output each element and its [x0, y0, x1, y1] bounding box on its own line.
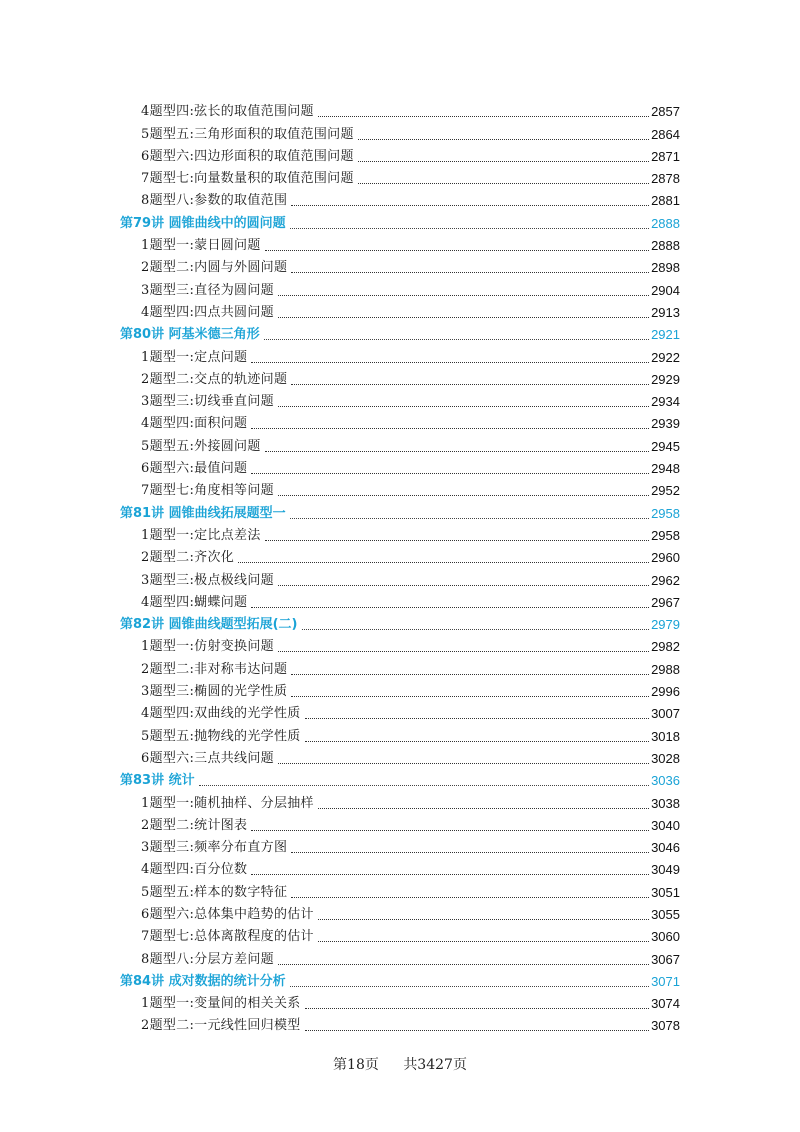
toc-entry[interactable]: [141, 702, 680, 724]
toc-entry-title: 6题型六:三点共线问题: [141, 750, 274, 766]
dot-leader: [278, 406, 649, 407]
toc-page-number: 2945: [651, 438, 680, 454]
toc-entry-title: 7题型七:角度相等问题: [141, 483, 274, 499]
table-of-contents: [0, 100, 800, 1036]
toc-page-number: 2871: [651, 148, 680, 164]
toc-section-title: 第81讲 圆锥曲线拓展题型一: [120, 505, 286, 521]
dot-leader: [278, 495, 649, 496]
dot-leader: [265, 250, 649, 251]
toc-entry-title: 4题型四:百分位数: [141, 862, 248, 878]
toc-page-number: 2960: [651, 550, 680, 566]
toc-entry[interactable]: [141, 368, 680, 390]
dot-leader: [291, 852, 649, 853]
toc-section-heading[interactable]: [120, 211, 680, 233]
toc-entry[interactable]: [141, 479, 680, 501]
toc-page-number: 3051: [651, 884, 680, 900]
toc-entry[interactable]: [141, 591, 680, 613]
toc-entry[interactable]: [141, 680, 680, 702]
toc-section-heading[interactable]: [120, 501, 680, 523]
dot-leader: [278, 585, 649, 586]
total-page-count: 共3427页: [403, 1057, 467, 1073]
toc-entry[interactable]: [141, 635, 680, 657]
page-footer: [0, 1054, 800, 1074]
dot-leader: [318, 919, 649, 920]
toc-page-number: 2922: [651, 349, 680, 365]
toc-entry-title: 5题型五:外接圆问题: [141, 438, 261, 454]
toc-entry-title: 2题型二:统计图表: [141, 817, 248, 833]
dot-leader: [264, 339, 649, 340]
dot-leader: [290, 228, 649, 229]
toc-entry-title: 4题型四:面积问题: [141, 416, 248, 432]
toc-entry[interactable]: [141, 858, 680, 880]
dot-leader: [278, 964, 649, 965]
toc-entry[interactable]: [141, 836, 680, 858]
dot-leader: [358, 183, 649, 184]
dot-leader: [305, 741, 650, 742]
toc-entry[interactable]: [141, 278, 680, 300]
toc-entry-title: 2题型二:非对称韦达问题: [141, 661, 288, 677]
dot-leader: [302, 629, 650, 630]
toc-page-number: 3018: [651, 728, 680, 744]
dot-leader: [251, 874, 649, 875]
toc-entry[interactable]: [141, 167, 680, 189]
dot-leader: [305, 718, 650, 719]
toc-page-number: 2857: [651, 104, 680, 120]
toc-entry[interactable]: [141, 992, 680, 1014]
toc-entry-title: 7题型七:向量数量积的取值范围问题: [141, 171, 354, 187]
toc-entry-title: 6题型六:最值问题: [141, 461, 248, 477]
toc-page-number: 2948: [651, 461, 680, 477]
toc-entry-title: 7题型七:总体离散程度的估计: [141, 929, 314, 945]
toc-entry[interactable]: [141, 524, 680, 546]
toc-entry[interactable]: [141, 546, 680, 568]
toc-page-number: 3007: [651, 706, 680, 722]
toc-entry[interactable]: [141, 814, 680, 836]
toc-entry-title: 1题型一:定比点差法: [141, 527, 261, 543]
toc-entry[interactable]: [141, 345, 680, 367]
toc-entry[interactable]: [141, 390, 680, 412]
toc-section-title: 第82讲 圆锥曲线题型拓展(二): [120, 617, 298, 633]
toc-entry[interactable]: [141, 925, 680, 947]
current-page-number: 第18页: [333, 1057, 379, 1073]
dot-leader: [251, 607, 649, 608]
toc-entry-title: 5题型五:抛物线的光学性质: [141, 728, 301, 744]
toc-page-number: 2898: [651, 260, 680, 276]
toc-page-number: 2878: [651, 171, 680, 187]
toc-page-number: 3046: [651, 840, 680, 856]
toc-page-number: 2962: [651, 572, 680, 588]
toc-entry-title: 2题型二:齐次化: [141, 550, 235, 566]
toc-entry[interactable]: [141, 747, 680, 769]
toc-entry[interactable]: [141, 1014, 680, 1036]
toc-page-number: 3038: [651, 795, 680, 811]
dot-leader: [318, 941, 649, 942]
toc-entry-title: 4题型四:弦长的取值范围问题: [141, 104, 314, 120]
toc-entry[interactable]: [141, 256, 680, 278]
toc-entry[interactable]: [141, 903, 680, 925]
dot-leader: [291, 897, 649, 898]
dot-leader: [291, 272, 649, 273]
toc-entry-title: 8题型八:分层方差问题: [141, 951, 274, 967]
toc-page-number: 3060: [651, 929, 680, 945]
toc-entry[interactable]: [141, 791, 680, 813]
dot-leader: [278, 763, 649, 764]
toc-entry-title: 3题型三:频率分布直方图: [141, 840, 288, 856]
toc-page-number: 2958: [651, 527, 680, 543]
toc-page-number: 2888: [651, 238, 680, 254]
toc-page-number: 2967: [651, 594, 680, 610]
toc-entry-title: 3题型三:切线垂直问题: [141, 394, 274, 410]
dot-leader: [278, 317, 649, 318]
toc-entry-title: 2题型二:交点的轨迹问题: [141, 371, 288, 387]
toc-entry[interactable]: [141, 301, 680, 323]
dot-leader: [358, 139, 649, 140]
toc-section-heading[interactable]: [120, 323, 680, 345]
toc-page-number: 3055: [651, 906, 680, 922]
dot-leader: [251, 830, 649, 831]
toc-page-number: 3049: [651, 862, 680, 878]
dot-leader: [305, 1030, 650, 1031]
dot-leader: [318, 808, 649, 809]
toc-page-number: 3078: [651, 1018, 680, 1034]
toc-page-number: 2929: [651, 371, 680, 387]
toc-entry-title: 1题型一:随机抽样、分层抽样: [141, 795, 314, 811]
toc-page-number: 3067: [651, 951, 680, 967]
toc-page-number: 2934: [651, 394, 680, 410]
toc-page-number: 3074: [651, 996, 680, 1012]
toc-page-number: 3028: [651, 750, 680, 766]
toc-entry-title: 5题型五:三角形面积的取值范围问题: [141, 126, 354, 142]
toc-page-number: 3036: [651, 773, 680, 789]
toc-entry[interactable]: [141, 234, 680, 256]
dot-leader: [318, 116, 649, 117]
dot-leader: [238, 562, 649, 563]
toc-page-number: 2939: [651, 416, 680, 432]
toc-entry-title: 6题型六:四边形面积的取值范围问题: [141, 148, 354, 164]
dot-leader: [278, 651, 649, 652]
toc-entry-title: 4题型四:蝴蝶问题: [141, 594, 248, 610]
toc-page-number: 2921: [651, 327, 680, 343]
dot-leader: [251, 362, 649, 363]
toc-section-heading[interactable]: [120, 769, 680, 791]
toc-entry[interactable]: [141, 657, 680, 679]
toc-section-title: 第84讲 成对数据的统计分析: [120, 973, 286, 989]
toc-entry[interactable]: [141, 947, 680, 969]
toc-section-title: 第83讲 统计: [120, 773, 195, 789]
toc-page-number: 2888: [651, 215, 680, 231]
toc-entry[interactable]: [141, 880, 680, 902]
toc-entry-title: 1题型一:仿射变换问题: [141, 639, 274, 655]
dot-leader: [290, 986, 649, 987]
toc-entry[interactable]: [141, 412, 680, 434]
toc-section-heading[interactable]: [120, 970, 680, 992]
toc-entry-title: 4题型四:双曲线的光学性质: [141, 706, 301, 722]
toc-entry-title: 4题型四:四点共圆问题: [141, 304, 274, 320]
toc-entry-title: 3题型三:直径为圆问题: [141, 282, 274, 298]
toc-entry[interactable]: [141, 100, 680, 122]
toc-page-number: 2996: [651, 684, 680, 700]
toc-page-number: 2952: [651, 483, 680, 499]
dot-leader: [358, 161, 649, 162]
toc-entry-title: 5题型五:样本的数字特征: [141, 884, 288, 900]
toc-page-number: 2913: [651, 304, 680, 320]
toc-page-number: 3071: [651, 973, 680, 989]
dot-leader: [251, 428, 649, 429]
toc-entry-title: 3题型三:椭圆的光学性质: [141, 684, 288, 700]
toc-page-number: 2979: [651, 617, 680, 633]
toc-entry[interactable]: [141, 568, 680, 590]
toc-page-number: 2904: [651, 282, 680, 298]
toc-page-number: 2958: [651, 505, 680, 521]
toc-entry-title: 1题型一:定点问题: [141, 349, 248, 365]
toc-page-number: 2881: [651, 193, 680, 209]
dot-leader: [305, 1008, 650, 1009]
toc-page-number: 2988: [651, 661, 680, 677]
toc-entry[interactable]: [141, 145, 680, 167]
toc-page-number: 3040: [651, 817, 680, 833]
toc-entry-title: 1题型一:蒙日圆问题: [141, 238, 261, 254]
toc-entry-title: 3题型三:极点极线问题: [141, 572, 274, 588]
dot-leader: [291, 205, 649, 206]
toc-entry-title: 2题型二:内圆与外圆问题: [141, 260, 288, 276]
dot-leader: [291, 696, 649, 697]
dot-leader: [278, 295, 649, 296]
toc-entry[interactable]: [141, 457, 680, 479]
toc-entry[interactable]: [141, 434, 680, 456]
toc-section-title: 第79讲 圆锥曲线中的圆问题: [120, 215, 286, 231]
toc-page-number: 2982: [651, 639, 680, 655]
toc-section-heading[interactable]: [120, 613, 680, 635]
toc-section-title: 第80讲 阿基米德三角形: [120, 327, 260, 343]
dot-leader: [265, 540, 649, 541]
dot-leader: [291, 384, 649, 385]
toc-entry[interactable]: [141, 724, 680, 746]
dot-leader: [251, 473, 649, 474]
toc-entry[interactable]: [141, 189, 680, 211]
dot-leader: [265, 451, 649, 452]
toc-entry-title: 1题型一:变量间的相关关系: [141, 996, 301, 1012]
toc-entry-title: 6题型六:总体集中趋势的估计: [141, 906, 314, 922]
dot-leader: [290, 518, 649, 519]
dot-leader: [199, 785, 649, 786]
toc-entry-title: 8题型八:参数的取值范围: [141, 193, 288, 209]
toc-page-number: 2864: [651, 126, 680, 142]
dot-leader: [291, 674, 649, 675]
toc-entry-title: 2题型二:一元线性回归模型: [141, 1018, 301, 1034]
toc-entry[interactable]: [141, 122, 680, 144]
